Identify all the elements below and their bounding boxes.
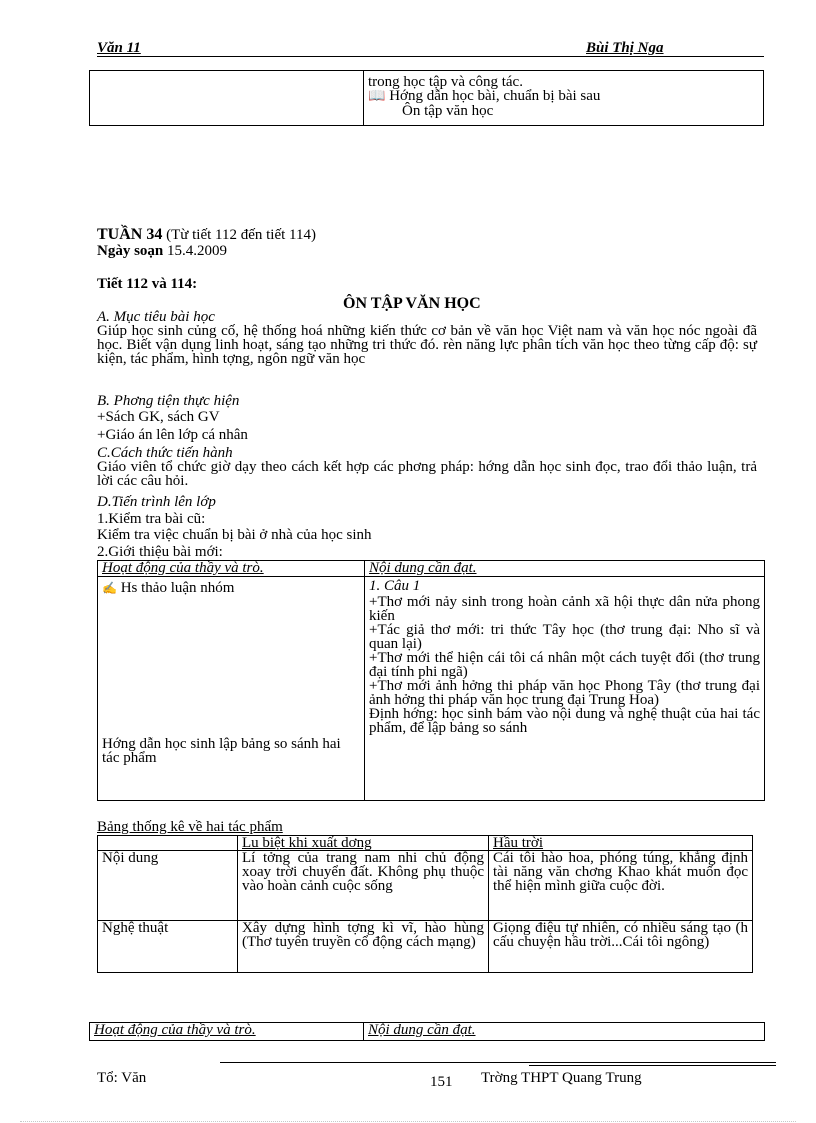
- top-table-line3: Ôn tập văn học: [402, 103, 494, 119]
- section-d-1-text: Kiểm tra việc chuẩn bị bài ở nhà của học sinh: [97, 527, 372, 543]
- footer-page-number: 151: [430, 1074, 453, 1090]
- bottom-table: [89, 1022, 765, 1041]
- group-discussion-text: Hs thảo luận nhóm: [120, 580, 235, 596]
- footer-rule-1: [220, 1062, 776, 1063]
- main-table-left-cell: [98, 577, 365, 801]
- compare-instruction: Hớng dẫn học sinh lập bảng so sánh hai tác phẩm: [102, 736, 341, 766]
- section-d-1: 1.Kiểm tra bài cũ:: [97, 511, 206, 527]
- section-c-text: Giáo viên tổ chức giờ dạy theo cách kết hợp các phơng pháp: hớng dẫn học sinh đọc, trao đổi thảo luận, trả lời các câu hỏi.: [97, 459, 757, 489]
- point-1: +Thơ mới nảy sinh trong hoàn cảnh xã hội thực dân nửa phong kiến: [369, 594, 760, 624]
- date-value: 15.4.2009: [167, 243, 228, 259]
- main-table-right-cell: [365, 577, 765, 801]
- footer-department: Tổ: Văn: [97, 1070, 147, 1086]
- compare-table: [97, 835, 753, 973]
- main-table: [97, 560, 765, 801]
- compare-caption: Bảng thống kê về hai tác phẩm: [97, 819, 283, 835]
- bottom-table-header-activity: Hoạt động của thầy và trò.: [90, 1023, 364, 1041]
- section-d-2: 2.Giới thiệu bài mới:: [97, 544, 223, 560]
- main-table-header-activity: Hoạt động của thầy và trò.: [98, 561, 365, 577]
- question-1-heading: 1. Câu 1: [369, 578, 421, 594]
- top-table-line2-wrap: [368, 89, 759, 104]
- compare-row1-a: Lí tởng của trang nam nhi chủ động xoay trời chuyển đất. Không phụ thuộc vào hoàn cảnh cuộc sống: [238, 851, 489, 921]
- section-a-text: Giúp học sinh củng cố, hệ thống hoá những kiến thức cơ bản về văn học Việt nam và văn học nóc ngoài đã học. Biết vận dụng linh hoạt, sáng tạo những tri thức đó. rèn năng lực phân tích văn học theo từng cấp độ: sự kiện, tác phẩm, hình tợng, ngôn ngữ văn học: [97, 323, 757, 367]
- group-discussion: [102, 581, 360, 595]
- point-2: +Tác giả thơ mới: tri thức Tây học (thơ trung đại: Nho sĩ và quan lại): [369, 622, 760, 652]
- writing-hand-icon: ✍: [102, 581, 117, 595]
- compare-row1-label: Nội dung: [98, 851, 238, 921]
- footer-school: Trờng THPT Quang Trung: [481, 1070, 642, 1086]
- top-table-line1: trong học tập và công tác.: [368, 74, 523, 90]
- point-5: Định hớng: học sinh bám vào nội dung và nghệ thuật của hai tác phẩm, để lập bảng so sánh: [369, 706, 760, 736]
- top-table-line2: Hớng dẫn học bài, chuẩn bị bài sau: [389, 88, 601, 104]
- section-b-item1: +Sách GK, sách GV: [97, 409, 220, 425]
- compare-col-a: Lu biệt khi xuất dơng: [238, 836, 489, 851]
- page-edge-dots: [20, 1121, 796, 1122]
- header-subject: Văn 11: [97, 40, 141, 56]
- main-table-header-content: Nội dung cần đạt.: [365, 561, 765, 577]
- section-a-label: A. Mục tiêu bài học: [97, 309, 215, 325]
- week-range: (Từ tiết 112 đến tiết 114): [166, 227, 316, 243]
- section-b-item2: +Giáo án lên lớp cá nhân: [97, 427, 248, 443]
- section-c-label: C.Cách thức tiến hành: [97, 445, 233, 461]
- top-table-left-cell: [90, 71, 364, 126]
- section-d-label: D.Tiến trình lên lớp: [97, 494, 216, 510]
- date-label: Ngày soạn: [97, 243, 164, 259]
- section-b-label: B. Phơng tiện thực hiện: [97, 393, 240, 409]
- compare-row2-label: Nghệ thuật: [98, 921, 238, 973]
- compare-row1-b: Cái tôi hào hoa, phóng túng, khẳng định tài năng văn chơng Khao khát muốn đọc thể hiện mình giữa cuộc đời.: [489, 851, 753, 921]
- compare-col-b: Hầu trời: [489, 836, 753, 851]
- top-table-right-cell: [364, 71, 764, 126]
- week-title: TUẦN 34: [97, 226, 163, 243]
- footer-rule-2: [529, 1065, 776, 1066]
- date-line: [97, 244, 227, 258]
- book-icon: 📖: [368, 89, 386, 104]
- compare-row2-a: Xây dựng hình tợng kì vĩ, hào hùng (Thơ tuyên truyền cổ động cách mạng): [238, 921, 489, 973]
- compare-row2-b: Giọng điệu tự nhiên, có nhiều sáng tạo (h cấu chuyện hầu trời...Cái tôi ngông): [489, 921, 753, 973]
- top-table: [89, 70, 764, 126]
- point-3: +Thơ mới thể hiện cái tôi cá nhân một cách tuyệt đối (thơ trung đại tính phi ngã): [369, 650, 760, 680]
- header-author: Bùi Thị Nga: [586, 40, 664, 56]
- point-4: +Thơ mới ảnh hởng thi pháp văn học Phong Tây (thơ trung đại ảnh hởng thi pháp văn học trung đại Trung Hoa): [369, 678, 760, 708]
- bottom-table-header-content: Nội dung cần đạt.: [364, 1023, 765, 1041]
- lesson-title: ÔN TẬP VĂN HỌC: [343, 295, 481, 312]
- lesson-heading: Tiết 112 và 114:: [97, 276, 198, 292]
- header-rule: [97, 56, 764, 57]
- week-line: [97, 228, 316, 242]
- compare-corner: [98, 836, 238, 851]
